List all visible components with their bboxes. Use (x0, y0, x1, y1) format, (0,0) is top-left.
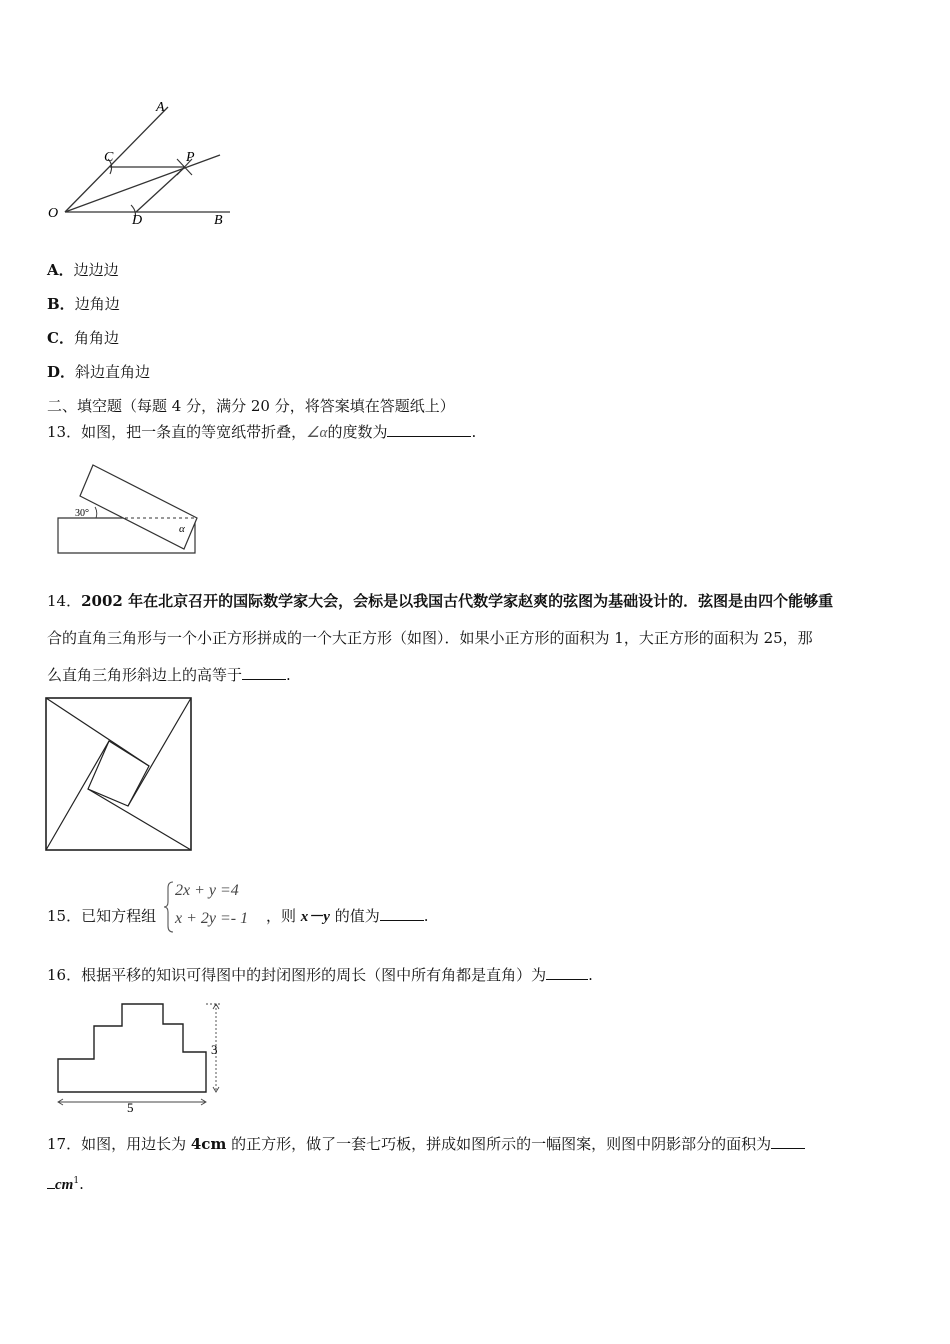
question-14-line-2: 合的直角三角形与一个小正方形拼成的一个大正方形（如图）．如果小正方形的面积为 1，大正方形的面积为 25，那 (47, 629, 813, 647)
section-title: 二、填空题（每题 4 分，满分 20 分，将答案填在答题纸上） (47, 397, 455, 415)
answer-blank[interactable] (387, 422, 471, 437)
option-a[interactable]: A．边边边 (47, 261, 119, 279)
question-14-line-3: 么直角三角形斜边上的高等于 . (47, 666, 291, 684)
question-17-line-1: 17．如图，用边长为 4cm 的正方形，做了一套七巧板，拼成如图所示的一幅图案，则图中阴影部分的面积为 (47, 1134, 805, 1154)
label-b: B (214, 213, 223, 228)
strip-folded (80, 465, 197, 549)
label-o: O (48, 206, 59, 221)
question-13: 13．如图，把一条直的等宽纸带折叠，∠α的度数为 . (47, 423, 477, 441)
folded-strip-figure (55, 462, 205, 557)
angle-alpha-symbol: ∠α (306, 425, 328, 441)
option-c[interactable]: C．角角边 (47, 329, 119, 347)
question-14-line-1: 14．2002 年在北京召开的国际数学家大会，会标是以我国古代数学家赵爽的弦图为基础设计的．弦图是由四个能够重 (47, 592, 834, 610)
square-size: 4cm (190, 1135, 227, 1153)
label-30-degree: 30° (75, 508, 89, 519)
option-d[interactable]: D．斜边直角边 (47, 363, 151, 381)
answer-blank[interactable] (242, 665, 286, 680)
option-b[interactable]: B．边角边 (47, 295, 120, 313)
ray-op (65, 155, 220, 212)
answer-blank[interactable] (380, 906, 424, 921)
label-p: P (186, 150, 195, 165)
answer-blank[interactable] (771, 1134, 805, 1149)
question-17-line-2: $cm^1$. (47, 1171, 84, 1195)
question-16: 16．根据平移的知识可得图中的封闭图形的周长（图中所有角都是直角）为 . (47, 966, 593, 984)
label-c: C (104, 150, 114, 165)
zhao-shuang-chord-diagram (44, 696, 194, 852)
label-alpha: α (179, 523, 185, 535)
equation-2: x + 2y =- 1 (175, 910, 249, 927)
width-label: 5 (127, 1100, 134, 1114)
equation-1: 2x + y =4 (175, 882, 239, 899)
question-15-tail: ，则 x－y 的值为 . (266, 907, 429, 925)
inner-square (88, 741, 149, 806)
equation-system (163, 880, 263, 934)
left-brace (163, 880, 175, 934)
answer-blank[interactable] (546, 965, 588, 980)
label-d: D (132, 213, 143, 228)
angle-arc (95, 507, 97, 518)
stepped-shape-figure (50, 996, 230, 1114)
question-15: 15．已知方程组 (47, 907, 157, 925)
outer-square (46, 698, 191, 850)
expression-x-minus-y: x－y (300, 909, 330, 925)
angle-bisector-figure (40, 95, 240, 230)
label-a: A (156, 100, 165, 115)
height-label: 3 (211, 1042, 218, 1057)
closed-shape (58, 1004, 206, 1092)
